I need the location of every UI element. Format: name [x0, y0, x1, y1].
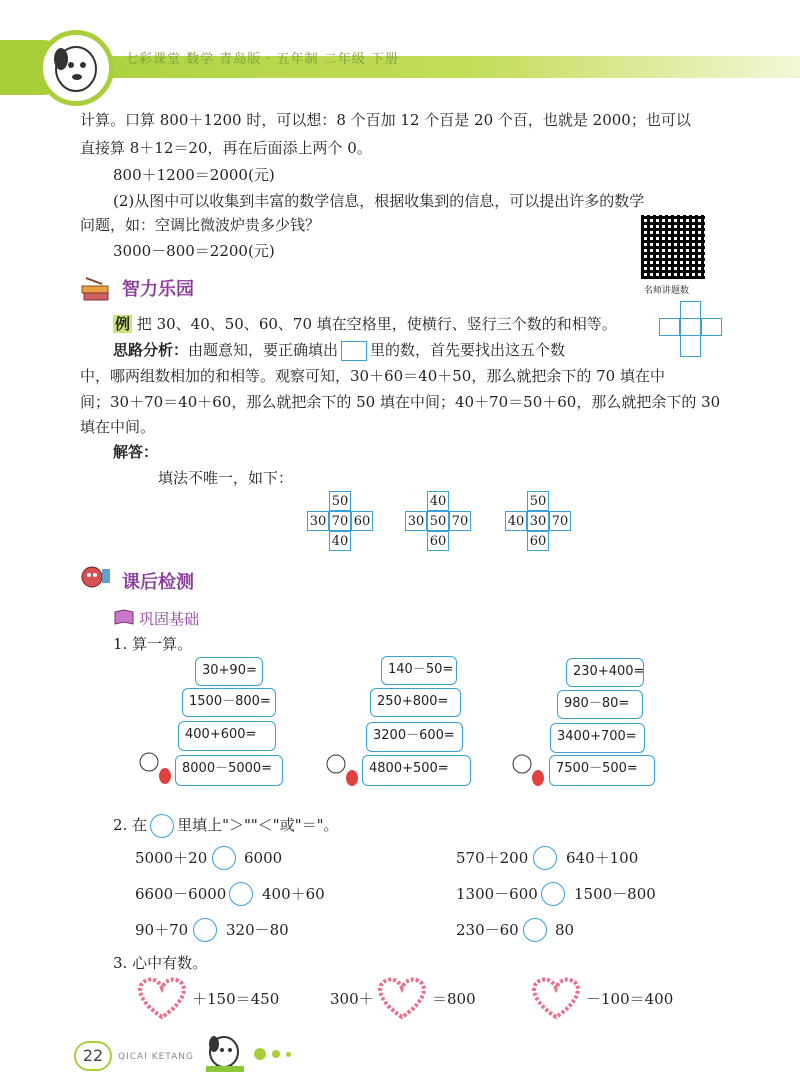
mascot-lantern-icon: [135, 748, 175, 792]
header-title: 七彩课堂 数学 青岛版 · 五年制 二年级 下册: [125, 52, 399, 67]
heart-icon[interactable]: [527, 975, 585, 1021]
mascot-lantern-icon: [322, 750, 362, 794]
q2-left-3: 1300－600: [456, 885, 538, 903]
exercise-box[interactable]: 8000－5000=: [175, 755, 283, 786]
exercise-box[interactable]: 230+400=: [566, 658, 644, 687]
solution-line-2: 直接算 8＋12＝20，再在后面添上两个 0。: [80, 139, 372, 157]
solution-line-4: (2)从图中可以收集到丰富的数学信息，根据收集到的信息，可以提出许多的数学: [113, 192, 645, 210]
qr-code[interactable]: [641, 215, 705, 279]
q2-left-1: 570＋200: [456, 849, 529, 867]
exercise-box[interactable]: 250+800=: [370, 688, 461, 717]
answer-label: 解答：: [113, 443, 159, 461]
analysis-text-a: 由题意知，要正确填出: [188, 341, 339, 359]
cross-cell: 60: [351, 511, 373, 531]
solution-line-6: 3000－800＝2200(元): [113, 242, 275, 260]
q2-right-5: 80: [555, 921, 575, 939]
mascot-logo: [38, 30, 114, 106]
q1-title: 1. 算一算。: [113, 635, 193, 653]
q3-a: ＋150＝450: [192, 990, 280, 1008]
q2-left-4: 90＋70: [135, 921, 189, 939]
footer-dot: [286, 1052, 291, 1057]
books-icon: [78, 274, 112, 302]
cross-cell: 40: [427, 491, 449, 511]
answer-circle[interactable]: [541, 882, 565, 906]
analysis-text-b: 里的数，首先要找出这五个数: [370, 341, 566, 359]
cross-cell: 30: [307, 511, 329, 531]
footer-dot: [254, 1048, 266, 1060]
q2-left-5: 230－60: [456, 921, 519, 939]
solution-line-3: 800＋1200＝2000(元): [113, 166, 275, 184]
exercise-box[interactable]: 980－80=: [557, 690, 643, 719]
q3-b-pre: 300＋: [330, 990, 374, 1008]
exercise-box[interactable]: 400+600=: [178, 721, 276, 751]
answer-circle[interactable]: [523, 918, 547, 942]
exercise-box[interactable]: 7500－500=: [549, 755, 655, 786]
cross-cell: 70: [329, 511, 351, 531]
q2-left-2: 6600－6000: [135, 885, 227, 903]
q3-b-post: ＝800: [432, 990, 476, 1008]
q2-title: [113, 814, 339, 838]
answer-circle[interactable]: [193, 918, 217, 942]
page-number: 22: [74, 1041, 112, 1071]
analysis-line-2: 中，哪两组数相加的和相等。观察可知，30＋60＝40＋50，那么就把余下的 70 填在中: [80, 367, 665, 385]
exercise-box[interactable]: 140－50=: [381, 656, 457, 685]
answer-circle[interactable]: [212, 846, 236, 870]
exercise-box[interactable]: 3400+700=: [550, 723, 645, 753]
header-band: [0, 56, 800, 78]
footer-dot: [272, 1050, 280, 1058]
footer-brand: QICAI KETANG: [118, 1052, 194, 1062]
exercise-box[interactable]: 30+90=: [195, 657, 263, 686]
solution-line-5: 问题，如：空调比微波炉贵多少钱？: [80, 216, 321, 234]
q2-right-0: 6000: [244, 849, 283, 867]
answer-note: 填法不唯一，如下：: [158, 469, 294, 487]
qr-caption: 名师讲题数: [644, 286, 690, 296]
mascot-lantern-icon: [508, 750, 548, 794]
q2-title-b: 里填上"＞""＜"或"＝"。: [177, 816, 339, 834]
cross-cell: 50: [427, 511, 449, 531]
section-title-zhili: 智力乐园: [122, 279, 194, 300]
q2-right-3: 1500－800: [574, 885, 656, 903]
exercise-box[interactable]: 1500－800=: [182, 688, 276, 717]
footer-mascot-icon: [198, 1030, 254, 1080]
cross-cell: 40: [505, 511, 527, 531]
circle-icon: [150, 814, 174, 838]
answer-circle[interactable]: [533, 846, 557, 870]
analysis-line-3: 间；30＋70＝40＋60，那么就把余下的 50 填在中间；40＋70＝50＋60，那么就把余下的 30: [80, 393, 721, 411]
q2-right-4: 320－80: [226, 921, 289, 939]
exercise-box[interactable]: 4800+500=: [362, 755, 471, 786]
q2-right-1: 640＋100: [566, 849, 639, 867]
subsection-title: 巩固基础: [139, 610, 200, 628]
answer-circle[interactable]: [229, 882, 253, 906]
cross-cell: 30: [527, 511, 549, 531]
heart-icon[interactable]: [133, 975, 191, 1021]
q2-title-a: 2. 在: [113, 816, 148, 834]
exercise-box[interactable]: 3200－600=: [366, 722, 463, 752]
cross-cell: 30: [405, 511, 427, 531]
q2-right-2: 400＋60: [262, 885, 325, 903]
heart-icon[interactable]: [373, 975, 431, 1021]
cross-cell: 40: [329, 531, 351, 551]
cross-cell: 70: [549, 511, 571, 531]
blank-box: [341, 341, 367, 361]
example-line: [113, 313, 617, 335]
analysis-label: 思路分析：: [113, 341, 189, 359]
cross-cell: 50: [329, 491, 351, 511]
example-tag: 例: [115, 315, 131, 333]
cross-cell: 60: [527, 531, 549, 551]
analysis-line-4: 填在中间。: [80, 418, 156, 436]
section-title-kehou: 课后检测: [122, 572, 194, 593]
book-icon: [113, 608, 135, 626]
cross-cell: 50: [527, 491, 549, 511]
q2-left-0: 5000＋20: [135, 849, 208, 867]
robot-icon: [78, 563, 112, 591]
cross-cell: 60: [427, 531, 449, 551]
analysis-line-1: [113, 339, 565, 361]
q3-c: －100＝400: [586, 990, 674, 1008]
q3-title: 3. 心中有数。: [113, 954, 208, 972]
mascot-dog-icon: [43, 35, 109, 101]
solution-line-1: 计算。口算 800＋1200 时，可以想：8 个百加 12 个百是 20 个百，也就是 2000；也可以: [80, 111, 691, 129]
example-text: 把 30、40、50、60、70 填在空格里，使横行、竖行三个数的和相等。: [136, 315, 617, 333]
cross-cell: 70: [449, 511, 471, 531]
